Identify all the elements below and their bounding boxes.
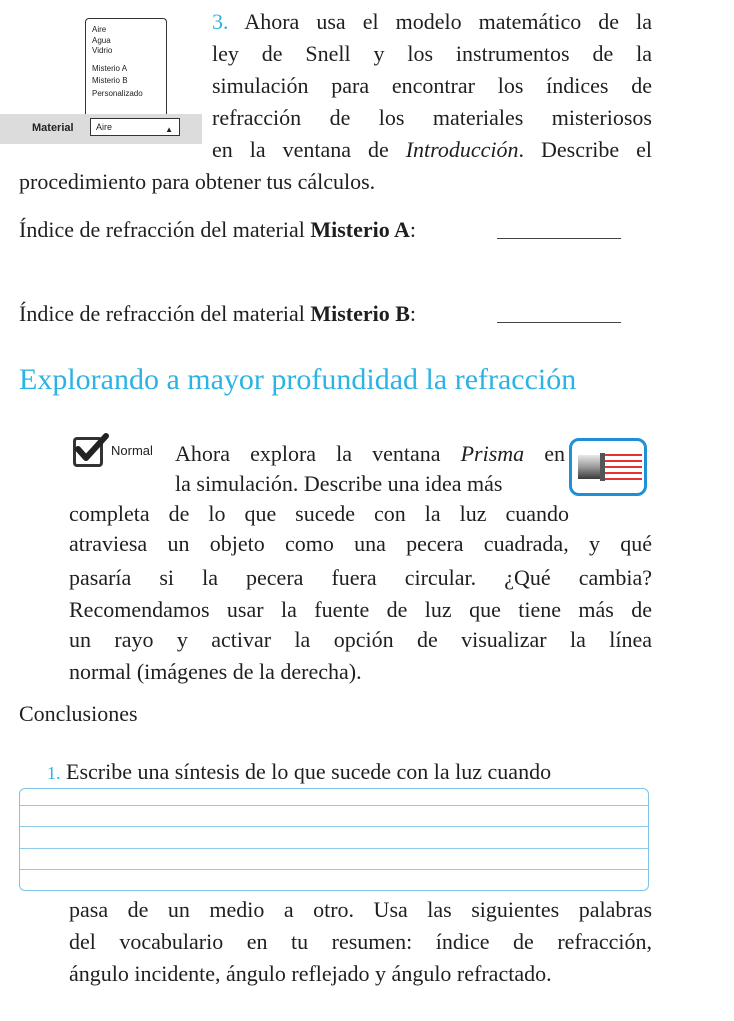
section-heading: Explorando a mayor profundidad la refracción xyxy=(19,363,577,396)
prisma-line4: atraviesa un objeto como una pecera cuadrada, y qué xyxy=(69,531,652,556)
answer-lines-box[interactable] xyxy=(19,788,649,891)
conclusions-line1 xyxy=(47,756,551,789)
normal-checkbox-label: Normal xyxy=(111,443,153,458)
question-misterio-a xyxy=(19,214,416,246)
prisma-line1-pre: Ahora explora la ventana xyxy=(175,441,461,466)
item3-line6: procedimiento para obtener tus cálculos. xyxy=(19,169,376,194)
item3-line5-em: Introducción xyxy=(405,137,519,162)
prisma-line6: Recomendamos usar la fuente de luz que tiene más de xyxy=(69,597,652,622)
prisma-line5: pasaría si la pecera fuera circular. ¿Qué cambia? xyxy=(69,565,652,590)
dropdown-option-misterio-b[interactable]: Misterio B xyxy=(92,75,128,85)
laser-icon-frame xyxy=(569,438,647,496)
material-select[interactable] xyxy=(90,118,180,136)
question-b-bold: Misterio B xyxy=(310,301,410,326)
question-a-bold: Misterio A xyxy=(310,217,410,242)
check-icon xyxy=(74,432,110,464)
material-select-value: Aire xyxy=(96,122,113,132)
answer-line xyxy=(20,826,648,827)
prisma-line7: un rayo y activar la opción de visualizar la línea xyxy=(69,627,652,652)
item3-text-line1: Ahora usa el modelo matemático de la xyxy=(244,9,652,34)
prisma-line1 xyxy=(175,438,565,470)
dropdown-option-vidrio[interactable]: Vidrio xyxy=(92,46,113,55)
conclusions-line3: del vocabulario en tu resumen: índice de refracción, xyxy=(69,929,652,954)
answer-blank-misterio-b[interactable] xyxy=(497,298,621,323)
answer-line xyxy=(20,805,648,806)
dropdown-option-personalizado[interactable]: Personalizado xyxy=(92,88,143,98)
answer-line xyxy=(20,848,648,849)
question-b-post: : xyxy=(409,301,417,326)
item3-line5-pre: en la ventana de xyxy=(212,137,406,162)
question-a-pre: Índice de refracción del material xyxy=(19,217,311,242)
conclusions-heading: Conclusiones xyxy=(19,701,138,726)
item3-number: 3. xyxy=(212,9,229,34)
item3-line4: refracción de los materiales misteriosos xyxy=(212,105,652,130)
conclusions-line4: ángulo incidente, ángulo reflejado y ángulo refractado. xyxy=(69,961,552,986)
question-a-post: : xyxy=(409,217,417,242)
prisma-line3: completa de lo que sucede con la luz cuando xyxy=(69,501,569,526)
item3-line3: simulación para encontrar los índices de xyxy=(212,73,652,98)
item3-line1 xyxy=(212,6,652,38)
item3-line5-post: . Describe el xyxy=(518,137,653,162)
prisma-line1-em: Prisma xyxy=(460,441,525,466)
material-dropdown-list[interactable] xyxy=(85,18,167,114)
answer-blank-misterio-a[interactable] xyxy=(497,214,621,239)
conclusions-line2: pasa de un medio a otro. Usa las siguientes palabras xyxy=(69,897,652,922)
normal-checkbox[interactable] xyxy=(73,437,103,467)
material-label: Material xyxy=(32,122,74,134)
dropdown-option-misterio-a[interactable]: Misterio A xyxy=(92,63,128,73)
answer-line xyxy=(20,869,648,870)
item3-line2: ley de Snell y los instrumentos de la xyxy=(212,41,652,66)
conclusions-text-line1: Escribe una síntesis de lo que sucede con la luz cuando xyxy=(66,759,552,784)
question-b-pre: Índice de refracción del material xyxy=(19,301,311,326)
dropdown-option-agua[interactable]: Agua xyxy=(92,36,111,45)
prisma-line2: la simulación. Describe una idea más xyxy=(175,471,503,496)
item3-line5 xyxy=(212,134,652,166)
question-misterio-b xyxy=(19,298,416,330)
conclusion-number: 1. xyxy=(47,763,61,783)
prisma-line8: normal (imágenes de la derecha). xyxy=(69,659,362,684)
laser-icon xyxy=(572,441,644,493)
prisma-line1-post: en xyxy=(524,441,566,466)
dropdown-option-aire[interactable]: Aire xyxy=(92,25,107,34)
dropdown-arrow-icon: ▲ xyxy=(165,125,173,134)
